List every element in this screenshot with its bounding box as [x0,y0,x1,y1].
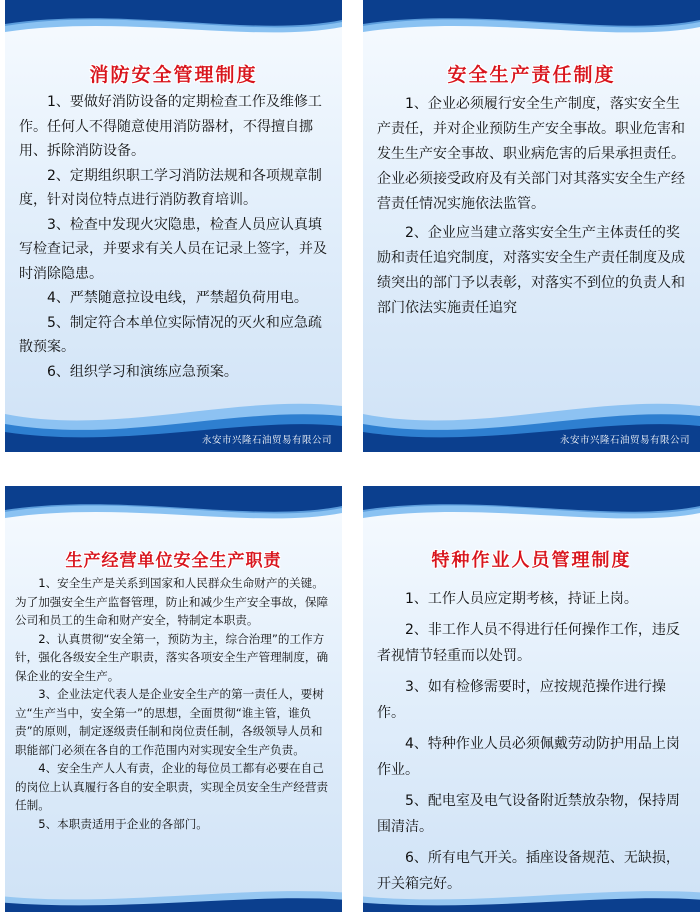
rule-1: 1、安全生产是关系到国家和人民群众生命财产的关键。为了加强安全生产监督管理，防止和减少生产安全事故，保障公司和员工的生命和财产安全，特制定本职责。 [15,576,329,627]
poster-body [377,586,686,898]
top-wave-decoration [5,0,342,48]
bottom-wave-decoration [363,882,700,912]
rule-5: 5、制定符合本单位实际情况的灭火和应急疏散预案。 [19,314,322,355]
rule-6: 6、组织学习和演练应急预案。 [47,363,238,380]
rule-1: 1、企业必须履行安全生产制度，落实安全生产责任，并对企业预防生产安全事故。职业危害和发生生产安全事故、职业病危害的后果承担责任。企业必须接受政府及有关部门对其落实安全生产经营责任情况实施依法监管。 [377,96,685,212]
rule-4: 4、安全生产人人有责，企业的每位员工都有必要在自己的岗位上认真履行各自的安全职责，实现全员安全生产经营责任制。 [15,761,329,812]
poster-title: 生产经营单位安全生产职责 [65,551,282,571]
rule-4: 4、严禁随意拉设电线，严禁超负荷用电。 [47,290,308,306]
poster-production-duties [5,486,342,912]
company-name: 永安市兴隆石油贸易有限公司 [559,435,690,446]
poster-fire-safety [5,0,342,452]
rule-2: 2、认真贯彻“安全第一，预防为主，综合治理”的工作方针，强化各级安全生产职责，落实各项安全生产管理制度，确保企业的安全生产。 [15,631,329,683]
poster-safety-responsibility [363,0,700,452]
top-wave-decoration [5,486,342,534]
poster-title: 特种作业人员管理制度 [431,550,632,571]
poster-special-operations [363,486,700,912]
poster-body [377,92,686,321]
poster-body [15,574,332,833]
poster-title: 消防安全管理制度 [89,64,258,86]
rule-2: 2、定期组织职工学习消防法规和各项规章制度，针对岗位特点进行消防教育培训。 [19,167,322,208]
rule-5: 5、配电室及电气设备附近禁放杂物，保持周围清洁。 [377,792,680,835]
poster-body [19,90,328,384]
rule-1: 1、要做好消防设备的定期检查工作及维修工作。任何人不得随意使用消防器材，不得擅自挪用、拆除消防设备。 [19,94,322,159]
rule-5: 5、本职责适用于企业的各部门。 [38,816,208,831]
rule-6: 6、所有电气开关。插座设备规范、无缺损，开关箱完好。 [377,849,680,892]
rule-1: 1、工作人员应定期考核，持证上岗。 [405,591,638,607]
top-wave-decoration [363,0,700,48]
rule-3: 3、如有检修需要时，应按规范操作进行操作。 [377,678,666,721]
rule-2: 2、企业应当建立落实安全生产主体责任的奖励和责任追究制度，对落实安全生产责任制度及成绩突出的部门予以表彰，对落实不到位的负责人和部门依法实施责任追究 [377,225,685,316]
rule-3: 3、企业法定代表人是企业安全生产的第一责任人，要树立“生产当中，安全第一”的思想，全面贯彻“谁主管，谁负责”的原则，制定逐级责任制和岗位责任制，各级领导人员和职能部门必须在各自的工作范围内对实现安全生产负责。 [15,687,324,757]
rule-3: 3、检查中发现火灾隐患，检查人员应认真填写检查记录，并要求有关人员在记录上签字，并及时消除隐患。 [19,216,327,282]
company-name: 永安市兴隆石油贸易有限公司 [201,435,332,446]
rule-2: 2、非工作人员不得进行任何操作工作，违反者视情节轻重而以处罚。 [377,621,680,664]
bottom-wave-decoration [5,882,342,912]
top-wave-decoration [363,486,700,534]
rule-4: 4、特种作业人员必须佩戴劳动防护用品上岗作业。 [377,735,680,778]
poster-title: 安全生产责任制度 [447,64,616,86]
